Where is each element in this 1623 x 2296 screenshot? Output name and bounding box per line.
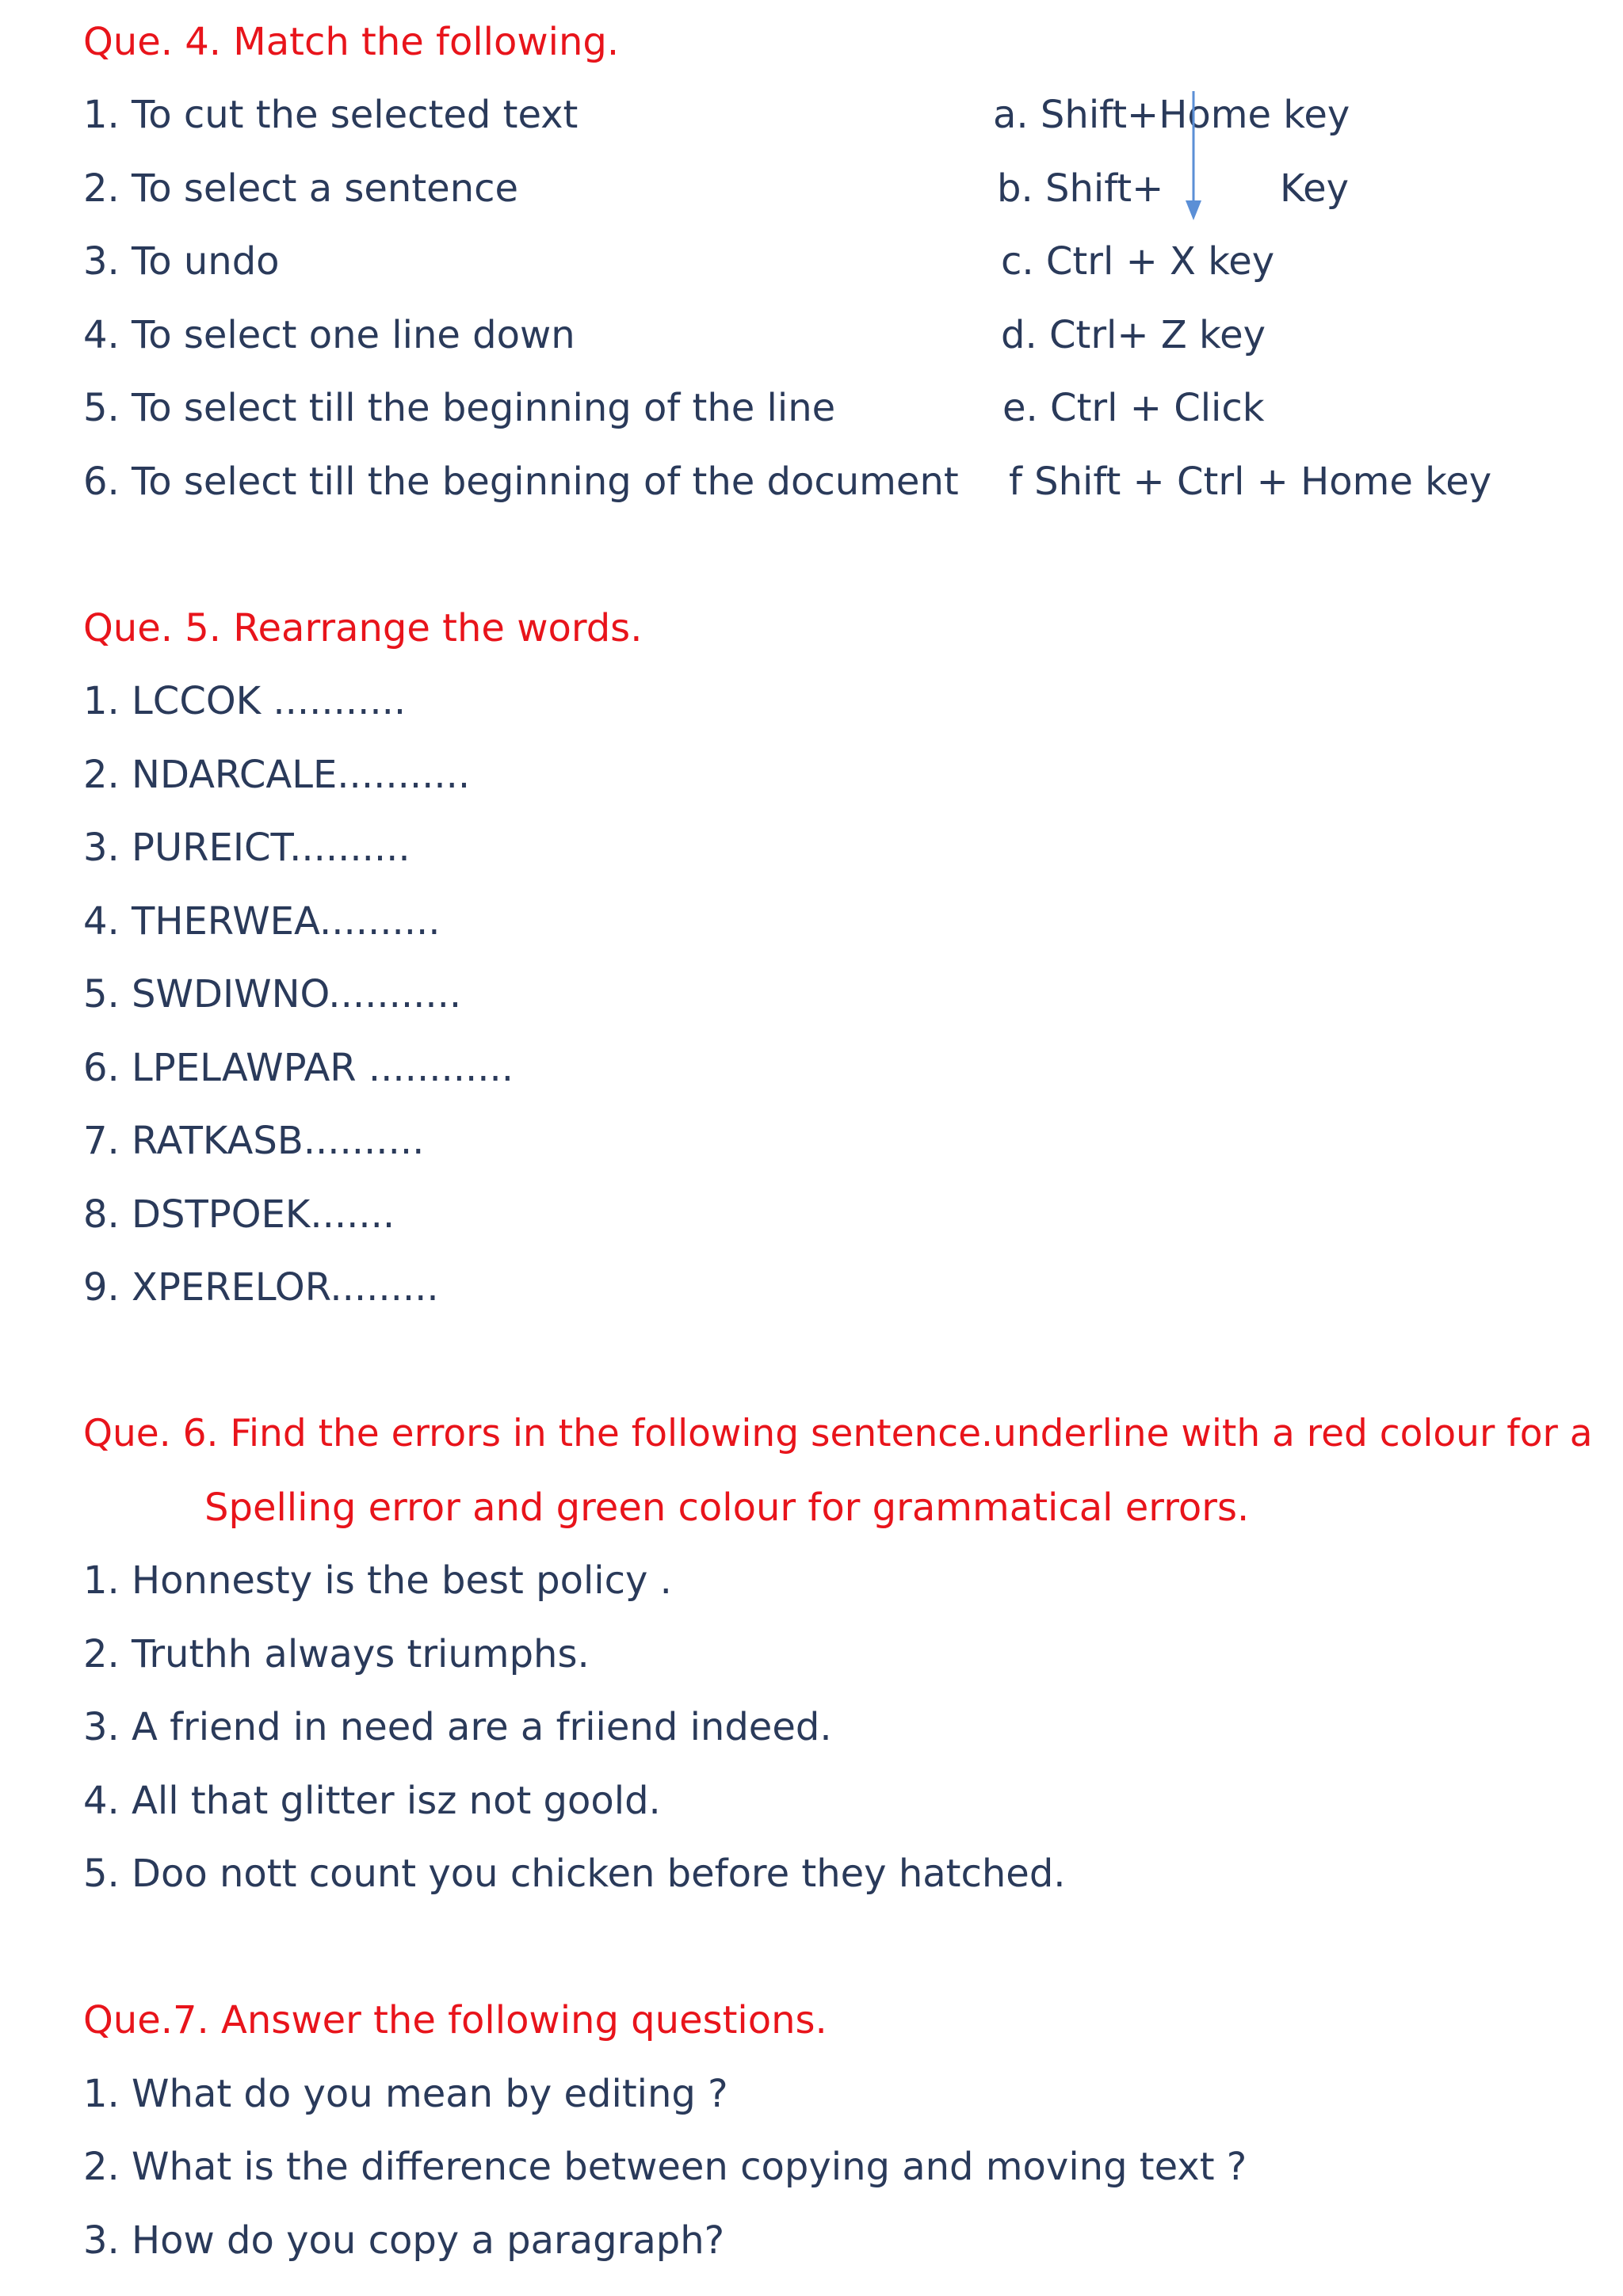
q7-item: 2. What is the difference between copying and moving text ? xyxy=(83,2145,1247,2189)
q6-item: 3. A friend in need are a friiend indeed. xyxy=(83,1705,832,1749)
q4-right-item: d. Ctrl+ Z key xyxy=(1001,313,1266,357)
q5-item: 1. LCCOK ........... xyxy=(83,679,407,723)
q4-left-item: 1. To cut the selected text xyxy=(83,93,579,137)
q5-heading: Que. 5. Rearrange the words. xyxy=(83,606,643,650)
q5-item: 3. PUREICT.......... xyxy=(83,826,411,870)
q4-right-item: a. Shift+Home key xyxy=(993,93,1350,137)
q5-item: 2. NDARCALE........... xyxy=(83,753,471,797)
q6-heading-continued: Spelling error and green colour for grammatical errors. xyxy=(204,1486,1250,1530)
q6-item: 2. Truthh always triumphs. xyxy=(83,1632,590,1676)
q5-item: 4. THERWEA.......... xyxy=(83,899,441,944)
q4-right-item: b. Shift+ xyxy=(997,166,1164,211)
q6-item: 4. All that glitter isz not goold. xyxy=(83,1779,661,1823)
q4-right-item: e. Ctrl + Click xyxy=(1002,386,1265,430)
q7-item: 3. How do you copy a paragraph? xyxy=(83,2218,725,2263)
q5-item: 7. RATKASB.......... xyxy=(83,1119,425,1163)
q7-item: 1. What do you mean by editing ? xyxy=(83,2072,728,2116)
q4-left-item: 3. To undo xyxy=(83,239,280,284)
q4-right-item: c. Ctrl + X key xyxy=(1001,239,1275,284)
q7-heading: Que.7. Answer the following questions. xyxy=(83,1998,827,2042)
q4-left-item: 2. To select a sentence xyxy=(83,166,519,211)
q5-item: 9. XPERELOR......... xyxy=(83,1265,439,1310)
down-arrow-icon xyxy=(1178,91,1209,226)
q5-item: 6. LPELAWPAR ............ xyxy=(83,1046,514,1090)
q6-item: 5. Doo nott count you chicken before they hatched. xyxy=(83,1852,1066,1896)
q6-item: 1. Honnesty is the best policy . xyxy=(83,1558,672,1603)
q4-right-key-label: Key xyxy=(1280,166,1350,211)
q4-right-item: f Shift + Ctrl + Home key xyxy=(1009,460,1492,504)
q4-left-item: 4. To select one line down xyxy=(83,313,575,357)
q6-heading: Que. 6. Find the errors in the following sentence.underline with a red colour for a xyxy=(83,1412,1593,1455)
q4-heading: Que. 4. Match the following. xyxy=(83,20,620,64)
q4-left-item: 5. To select till the beginning of the line xyxy=(83,386,836,430)
q4-left-item: 6. To select till the beginning of the document xyxy=(83,460,959,504)
q5-item: 8. DSTPOEK....... xyxy=(83,1192,395,1237)
q5-item: 5. SWDIWNO........... xyxy=(83,972,462,1016)
